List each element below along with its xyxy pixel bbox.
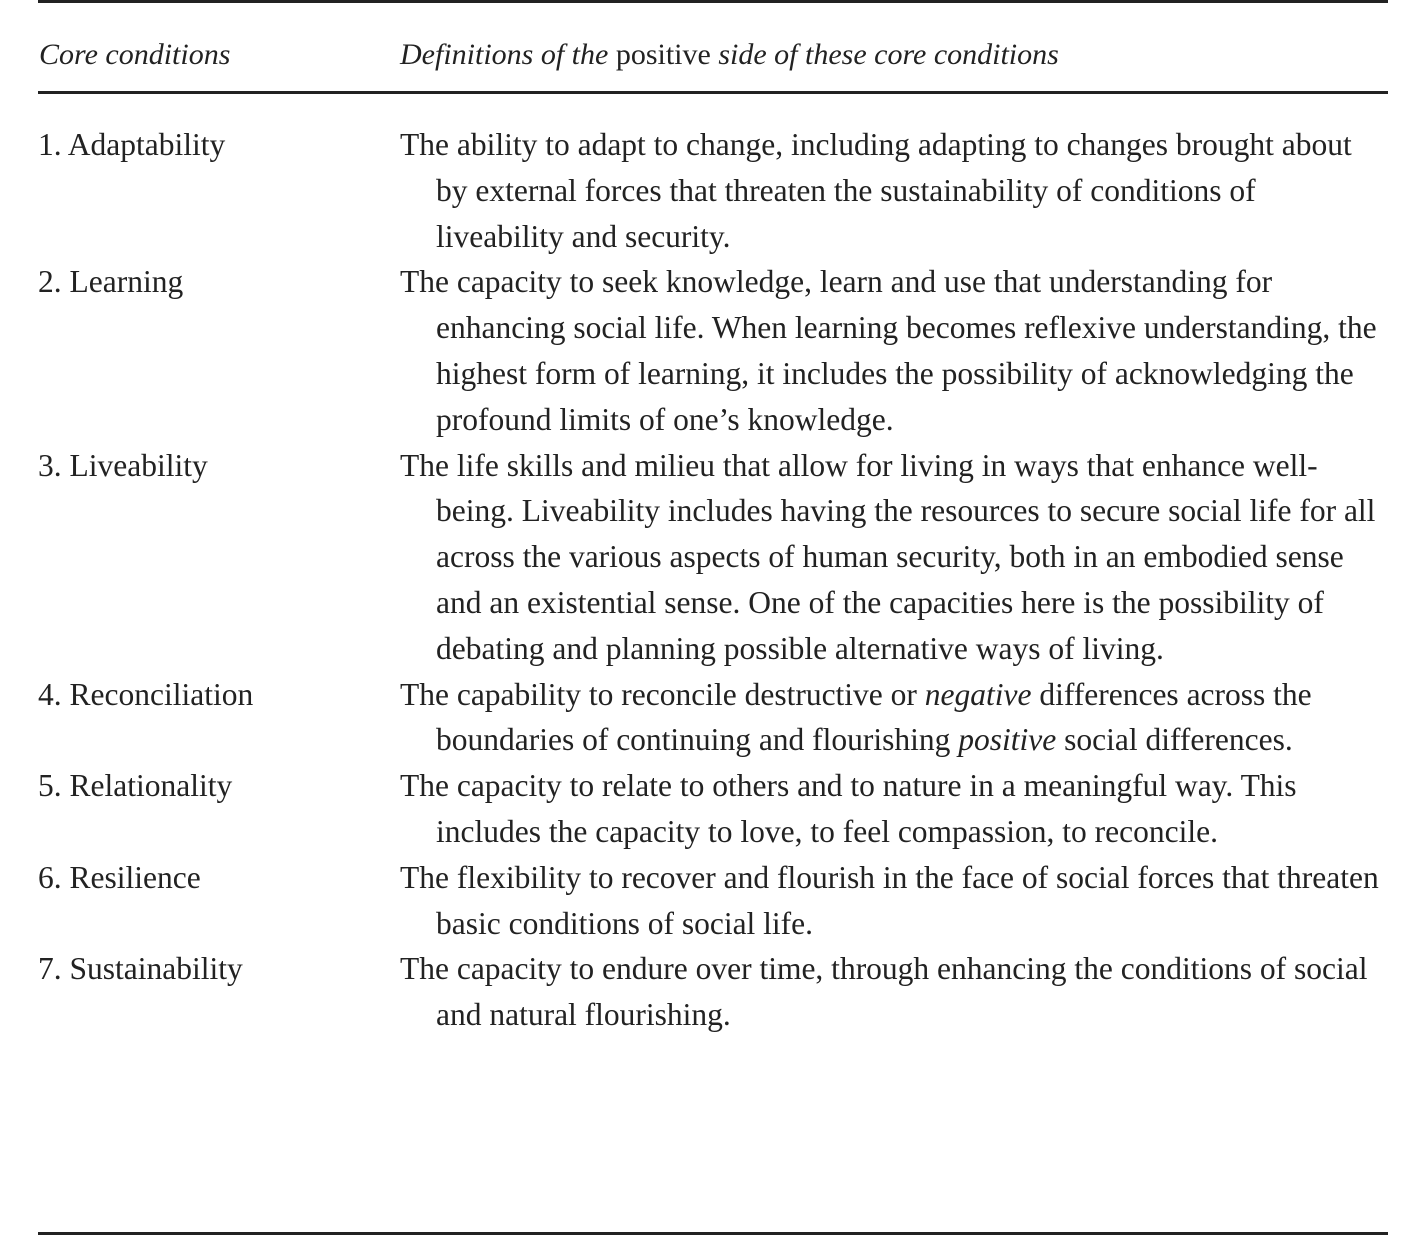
definition-cell bbox=[400, 946, 1388, 1038]
table-bottom-rule bbox=[38, 1232, 1388, 1235]
definition-emphasis: positive bbox=[958, 722, 1057, 758]
definition-cell bbox=[400, 443, 1388, 672]
table-row bbox=[0, 672, 1401, 764]
header-core-conditions: Core conditions bbox=[39, 38, 231, 71]
condition-cell: 5. Relationality bbox=[38, 768, 233, 804]
condition-cell: 6. Resilience bbox=[38, 859, 201, 895]
definition-text: The capacity to endure over time, through enhancing the conditions of social and natural flourishing. bbox=[400, 951, 1368, 1033]
definition-emphasis: negative bbox=[924, 676, 1032, 712]
condition-cell: 7. Sustainability bbox=[38, 951, 243, 987]
condition-cell: 4. Reconciliation bbox=[38, 676, 254, 712]
table-row bbox=[0, 259, 1401, 442]
definition-text: social differences. bbox=[1056, 722, 1293, 758]
table-body bbox=[0, 122, 1401, 1038]
definition-text: The life skills and milieu that allow for living in ways that enhance well-being. Liveability includes having the resources to secure social life for all across the various aspects of human security, both in an embodied sense and an existential sense. One of the capacities here is the possibility of debating and planning possible alternative ways of living. bbox=[400, 447, 1376, 666]
condition-cell: 2. Learning bbox=[38, 264, 184, 300]
table-row bbox=[0, 946, 1401, 1038]
table-row bbox=[0, 763, 1401, 855]
definition-cell bbox=[400, 259, 1388, 442]
condition-cell: 1. Adaptability bbox=[38, 127, 226, 162]
header-definitions-part: side of these core conditions bbox=[710, 38, 1059, 71]
definition-cell bbox=[400, 122, 1388, 259]
table-header-rule bbox=[38, 91, 1388, 94]
definition-cell bbox=[400, 855, 1388, 947]
table-top-rule bbox=[38, 0, 1388, 3]
definition-text: The ability to adapt to change, including adapting to changes brought about by external forces that threaten the sustainability of conditions of liveability and security. bbox=[400, 127, 1352, 254]
definition-text: differences across the boundaries of continuing and flourishing bbox=[436, 676, 1312, 758]
definition-text: The capacity to seek knowledge, learn and use that understanding for enhancing social life. When learning becomes reflexive understanding, the highest form of learning, it includes the possibility of acknowledging the profound limits of one’s knowledge. bbox=[400, 264, 1377, 437]
header-definitions bbox=[400, 32, 1059, 78]
table-row bbox=[0, 122, 1401, 259]
definition-cell bbox=[400, 672, 1388, 764]
definition-text: The capacity to relate to others and to nature in a meaningful way. This includes the capacity to love, to feel compassion, to reconcile. bbox=[400, 768, 1297, 849]
definition-cell bbox=[400, 763, 1388, 855]
definition-text: The flexibility to recover and flourish in the face of social forces that threaten basic conditions of social life. bbox=[400, 859, 1379, 941]
table-row bbox=[0, 855, 1401, 947]
header-definitions-part: Definitions of the bbox=[400, 38, 616, 71]
condition-cell: 3. Liveability bbox=[38, 447, 208, 483]
table-row bbox=[0, 443, 1401, 672]
definition-text: The capability to reconcile destructive or bbox=[400, 676, 925, 712]
header-definitions-part: positive bbox=[615, 38, 711, 71]
